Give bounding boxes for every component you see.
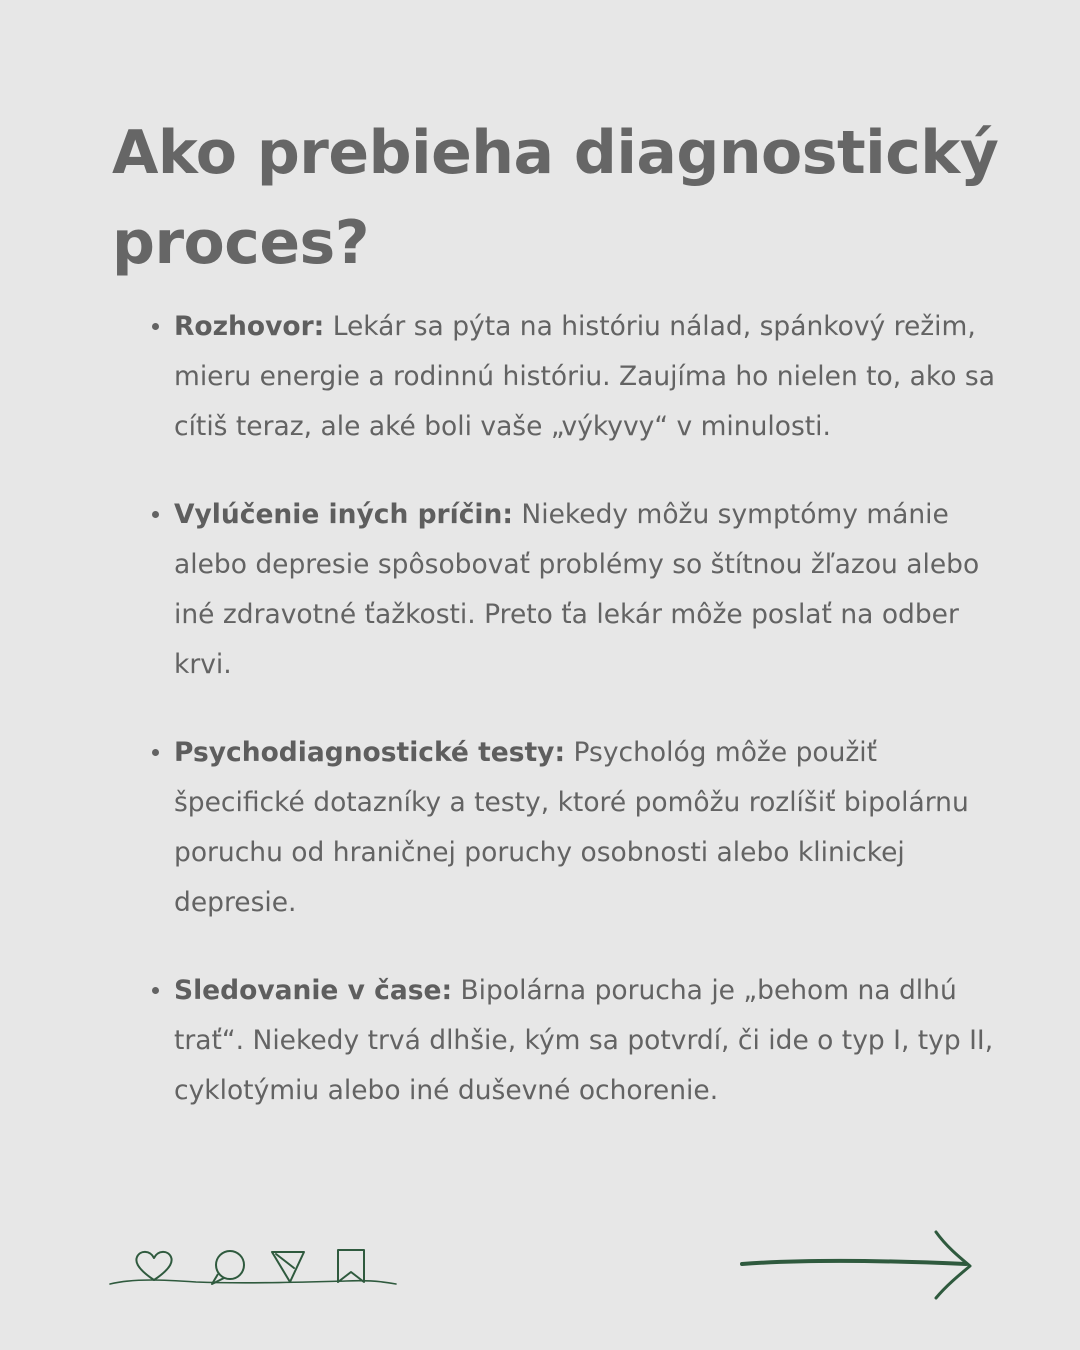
heart-icon[interactable]	[136, 1252, 171, 1280]
bullet-dot	[152, 511, 159, 518]
item-text: Lekár sa pýta na históriu nálad, spánkový režim, mieru energie a rodinnú históriu. Zaujíma ho nielen to, ako sa cítiš teraz, ale aké boli vaše „výkyvy“ v minulosti.	[174, 311, 995, 442]
item-text: Bipolárna porucha je „behom na dlhú trať“. Niekedy trvá dlhšie, kým sa potvrdí, či ide o typ I, typ II, cyklotýmiu alebo iné duševné ochorenie.	[174, 975, 994, 1106]
diagnostic-steps-list	[148, 302, 998, 1116]
next-arrow-icon[interactable]	[736, 1226, 981, 1306]
list-item	[148, 302, 998, 452]
list-item	[148, 966, 998, 1116]
item-heading: Vylúčenie iných príčin:	[174, 499, 513, 530]
page-title: Ako prebieha diagnostický proces?	[112, 118, 999, 278]
social-actions	[106, 1238, 406, 1298]
bullet-dot	[152, 323, 159, 330]
comment-icon[interactable]	[212, 1251, 244, 1284]
item-heading: Sledovanie v čase:	[174, 975, 453, 1006]
bullet-dot	[152, 987, 159, 994]
underline-scribble	[110, 1280, 396, 1284]
list-item	[148, 490, 998, 690]
send-icon[interactable]	[272, 1252, 304, 1282]
item-heading: Rozhovor:	[174, 311, 325, 342]
item-heading: Psychodiagnostické testy:	[174, 737, 566, 768]
item-text: Psychológ môže použiť špecifické dotazníky a testy, ktoré pomôžu rozlíšiť bipolárnu poruchu od hraničnej poruchy osobnosti alebo klinickej depresie.	[174, 737, 969, 918]
bookmark-icon[interactable]	[338, 1250, 364, 1282]
bullet-dot	[152, 749, 159, 756]
item-text: Niekedy môžu symptómy mánie alebo depresie spôsobovať problémy so štítnou žľazou alebo iné zdravotné ťažkosti. Preto ťa lekár môže poslať na odber krvi.	[174, 499, 980, 680]
list-item	[148, 728, 998, 928]
